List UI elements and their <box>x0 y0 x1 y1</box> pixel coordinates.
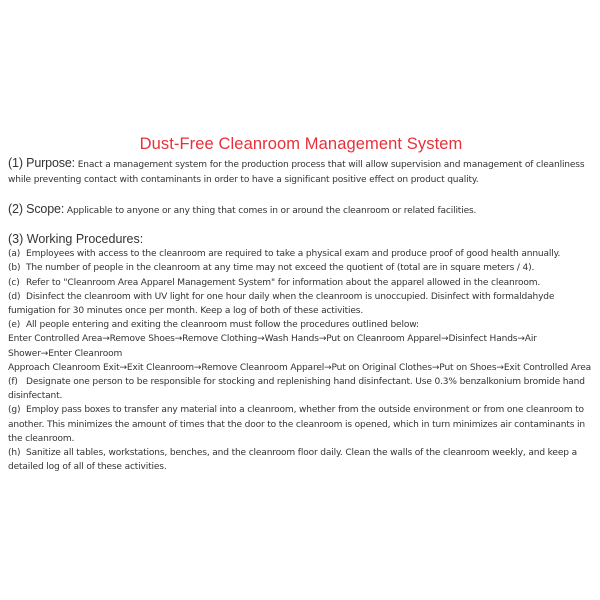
procedure-item-d <box>8 290 594 318</box>
document <box>8 134 594 474</box>
purpose-heading: (1) Purpose: <box>8 156 75 170</box>
item-text: Disinfect the cleanroom with UV light for one hour daily when the cleanroom is unoccupied. Disinfect with formaldahyde fumigation for 30 minutes once per month. Keep a log of both of these activities. <box>8 291 555 317</box>
item-label: (a) <box>8 249 21 260</box>
item-label: (b) <box>8 263 21 274</box>
item-label: (e) <box>8 320 21 331</box>
procedure-item-c <box>8 276 594 290</box>
exit-flow: Approach Cleanroom Exit→Exit Cleanroom→Remove Cleanroom Apparel→Put on Original Clothes→Put on Shoes→Exit Controlled Area <box>8 362 592 373</box>
item-text: Designate one person to be responsible for stocking and replenishing hand disinfectant. Use 0.3% benzalkonium bromide hand disinfectant. <box>8 377 585 402</box>
scope-heading: (2) Scope: <box>8 202 65 216</box>
purpose-text: Enact a management system for the production process that will allow supervision and management of cleanliness while preventing contact with contaminants in order to have a significant positive effect on product quality. <box>8 160 585 185</box>
item-text: Employees with access to the cleanroom are required to take a physical exam and produce proof of good health annually. <box>26 249 561 260</box>
scope-text: Applicable to anyone or any thing that comes in or around the cleanroom or related facilities. <box>66 206 477 216</box>
document-title: Dust-Free Cleanroom Management System <box>139 135 463 153</box>
item-label: (g) <box>8 405 21 416</box>
scope-section <box>8 202 594 218</box>
purpose-section <box>8 156 594 188</box>
procedure-item-h <box>8 446 594 474</box>
item-label: (c) <box>8 277 20 288</box>
procedure-item-a <box>8 247 594 261</box>
item-text: Sanitize all tables, workstations, benches, and the cleanroom floor daily. Clean the walls of the cleanroom weekly, and keep a detailed log of all of these activities. <box>8 448 577 473</box>
item-text: All people entering and exiting the cleanroom must follow the procedures outlined below: <box>26 320 419 331</box>
item-text: Employ pass boxes to transfer any material into a cleanroom, whether from the outside environment or from one cleanroom to another. This minimizes the amount of times that the door to the cleanroom is opened, which in turn minimizes air contaminants in the cleanroom. <box>8 405 585 444</box>
procedure-item-f <box>8 375 594 403</box>
procedure-item-g <box>8 403 594 446</box>
procedure-item-e <box>8 318 594 332</box>
item-label: (h) <box>8 448 21 459</box>
procedures-heading: (3) Working Procedures: <box>8 232 144 247</box>
entry-flow: Enter Controlled Area→Remove Shoes→Remove Clothing→Wash Hands→Put on Cleanroom Apparel→Disinfect Hands→Air Shower→Enter Cleanroom <box>8 334 537 359</box>
item-label: (f) <box>8 377 18 388</box>
item-text: The number of people in the cleanroom at any time may not exceed the quotient of (total are in square meters / 4). <box>26 263 535 274</box>
procedures-section <box>8 231 594 474</box>
procedure-item-b <box>8 261 594 275</box>
item-text: Refer to "Cleanroom Area Apparel Management System" for information about the apparel allowed in the cleanroom. <box>26 277 541 288</box>
item-label: (d) <box>8 291 21 302</box>
